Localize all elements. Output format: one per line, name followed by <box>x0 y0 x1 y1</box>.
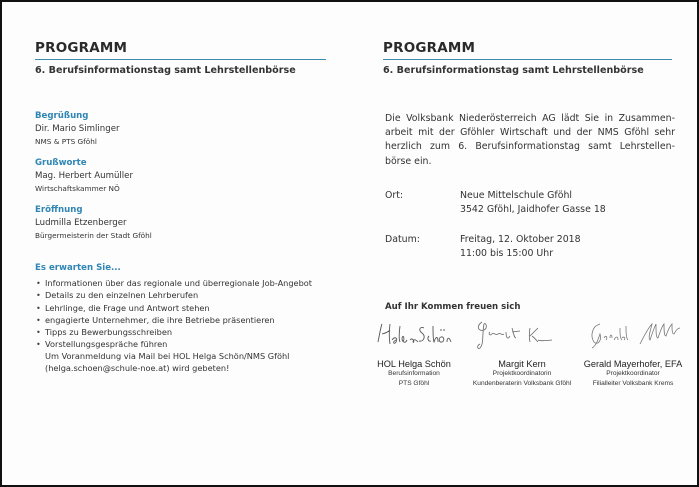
section-heading-begruessung: Begrüßung <box>35 111 89 121</box>
signatory-role: PTS Gföhl <box>398 380 430 387</box>
signatory-name: Margit Kern <box>498 359 546 369</box>
section-heading-eroeffnung: Eröffnung <box>35 205 83 215</box>
signatory-margit-kern <box>467 359 577 389</box>
location-label: Ort: <box>385 190 404 201</box>
section-name: Dir. Mario Simlinger <box>35 124 120 134</box>
expect-item: • Vorstellungsgespräche führen <box>36 338 312 350</box>
section-name: Mag. Herbert Aumüller <box>35 171 133 181</box>
registration-note-line: (helga.schoen@schule-noe.at) wird gebeten! <box>45 363 230 373</box>
expect-item: • engagierte Unternehmer, die ihre Betriebe präsentieren <box>36 314 312 326</box>
signatory-name: HOL Helga Schön <box>377 359 451 369</box>
signatory-helga-schoen <box>364 359 464 389</box>
intro-line: börse ein. <box>385 155 432 167</box>
expect-list <box>36 277 312 351</box>
signatory-role: Berufsinformation <box>388 370 440 377</box>
right-title-rule <box>383 59 672 60</box>
intro-line: herzlich zum 6. Berufsinformationstag samt Lehrstellen- <box>385 141 675 153</box>
intro-paragraph <box>385 112 675 169</box>
expect-heading: Es erwarten Sie... <box>35 263 121 273</box>
signature-helga-schoen <box>374 318 454 350</box>
signature-margit-kern <box>472 318 554 352</box>
registration-note-line: Um Voranmeldung via Mail bei HOL Helga Schön/NMS Gföhl <box>45 351 290 361</box>
right-page-subtitle: 6. Berufsinformationstag samt Lehrstellenbörse <box>383 65 644 76</box>
time-line: 11:00 bis 15:00 Uhr <box>460 248 554 259</box>
left-title-rule <box>35 59 326 60</box>
section-heading-grussworte: Grußworte <box>35 158 87 168</box>
date-line: Freitag, 12. Oktober 2018 <box>460 234 581 245</box>
expect-item: • Tipps zu Bewerbungsschreiben <box>36 326 312 338</box>
signature-gerald-mayerhofer <box>586 318 686 350</box>
signatory-gerald-mayerhofer <box>575 359 691 389</box>
right-page-title: PROGRAMM <box>383 40 476 56</box>
signatory-role: Projektkoordinatorin <box>492 370 552 377</box>
left-page-subtitle: 6. Berufsinformationstag samt Lehrstellenbörse <box>35 65 296 76</box>
intro-line: arbeit mit der Gföhler Wirtschaft und der NMS Gföhl sehr <box>385 127 675 139</box>
signatory-role: Kundenberaterin Volksbank Gföhl <box>472 380 572 387</box>
signatory-role: Projektkoordinator <box>606 370 660 377</box>
left-page-title: PROGRAMM <box>35 40 128 56</box>
section-org: Bürgermeisterin der Stadt Gföhl <box>35 231 152 240</box>
date-label: Datum: <box>385 234 420 245</box>
location-line: 3542 Gföhl, Jaidhofer Gasse 18 <box>460 204 606 215</box>
signatory-role: Filialleiter Volksbank Krems <box>592 380 674 387</box>
expect-item: • Lehrlinge, die Frage und Antwort stehen <box>36 302 312 314</box>
location-line: Neue Mittelschule Gföhl <box>460 190 573 201</box>
section-org: NMS & PTS Gföhl <box>35 137 97 146</box>
expect-item: • Details zu den einzelnen Lehrberufen <box>36 289 312 301</box>
signatory-name: Gerald Mayerhofer, EFA <box>583 359 683 369</box>
greeting-text: Auf Ihr Kommen freuen sich <box>385 302 521 312</box>
section-name: Ludmilla Etzenberger <box>35 218 127 228</box>
expect-item: • Informationen über das regionale und überregionale Job-Angebot <box>36 277 312 289</box>
intro-line: Die Volksbank Niederösterreich AG lädt Sie in Zusammen- <box>385 113 675 124</box>
section-org: Wirtschaftskammer NÖ <box>35 184 120 193</box>
